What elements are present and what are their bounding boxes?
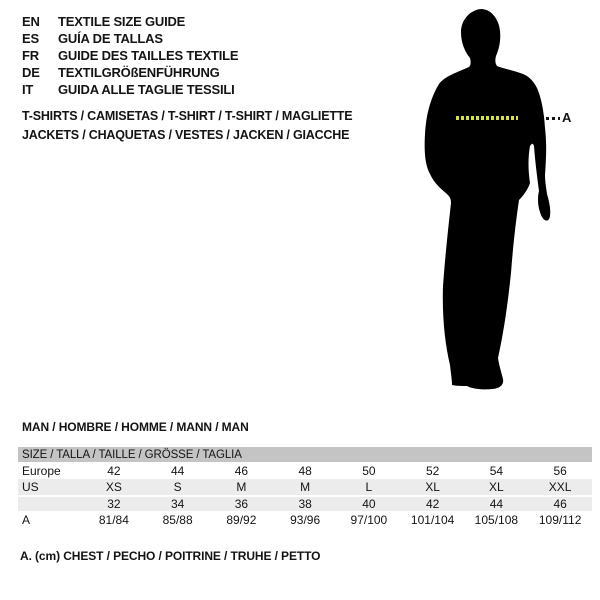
man-figure [395,0,600,400]
table-row-us [18,479,592,495]
size-cell: 52 [425,463,440,478]
size-cell: 44 [170,463,185,478]
size-cell: M [236,480,247,494]
size-cell: XXL [548,480,572,494]
size-cell: 46 [234,463,249,478]
measure-pointer-dashed-line [546,117,560,120]
size-table [18,447,592,528]
size-cell: 105/108 [474,512,519,527]
size-cell: XS [105,480,122,494]
footnote-chest-measure: A. (cm) CHEST / PECHO / POITRINE / TRUHE / PETTO [20,549,321,563]
table-row-numeric [18,495,592,511]
size-cell: 34 [170,497,185,511]
size-cell: 38 [298,497,312,511]
size-cell: 44 [489,497,504,511]
table-row-europe [18,462,592,479]
size-cell: S [173,480,182,494]
size-cell: XL [489,480,504,494]
category-jackets: JACKETS / CHAQUETAS / VESTES / JACKEN / GIACCHE [22,128,350,142]
language-code: ES [22,31,39,46]
row-label: Europe [22,463,61,478]
size-cell: 85/88 [162,512,193,527]
size-cell: 54 [489,463,504,478]
language-code: DE [22,65,40,80]
section-title-man: MAN / HOMBRE / HOMME / MANN / MAN [22,420,249,434]
size-cell: 46 [553,497,567,511]
measure-label-a: A [562,110,572,125]
size-cell: 48 [298,463,312,478]
size-cell: L [365,480,373,494]
size-cell: 101/104 [410,512,455,527]
language-label: GUIDA ALLE TAGLIE TESSILI [58,82,235,97]
language-code: FR [22,48,39,63]
category-list [22,107,352,145]
category-tshirts: T-SHIRTS / CAMISETAS / T-SHIRT / T-SHIRT / MAGLIETTE [22,109,353,123]
table-row-chest-a [18,511,592,528]
size-cell: 50 [362,463,376,478]
size-cell: 32 [107,497,121,511]
size-cell: 109/112 [538,512,582,527]
language-row [22,13,238,30]
language-label: GUIDE DES TAILLES TEXTILE [58,48,239,63]
row-label: A [22,512,31,527]
size-cell: 97/100 [350,512,388,527]
chest-measure-dashed-line [456,116,518,120]
row-label: US [22,480,39,494]
size-cell: 89/92 [226,512,257,527]
size-cell: 81/84 [98,512,129,527]
language-code: IT [22,82,34,97]
language-row [22,64,238,81]
language-row [22,81,238,98]
language-label: TEXTILGRÖßENFÜHRUNG [58,65,220,80]
size-cell: 93/96 [290,512,321,527]
size-cell: 56 [553,463,567,478]
language-row [22,30,238,47]
man-silhouette [395,0,600,400]
size-cell: XL [425,480,440,494]
size-cell: M [300,480,311,494]
language-label: TEXTILE SIZE GUIDE [58,14,186,29]
size-cell: 42 [107,463,121,478]
size-table-header: SIZE / TALLA / TAILLE / GRÖSSE / TAGLIA [18,447,592,462]
language-label: GUÍA DE TALLAS [58,31,163,46]
size-cell: 40 [362,497,376,511]
size-cell: 36 [234,497,249,511]
size-cell: 42 [425,497,440,511]
language-list [22,13,238,98]
language-row [22,47,238,64]
language-code: EN [22,14,40,29]
